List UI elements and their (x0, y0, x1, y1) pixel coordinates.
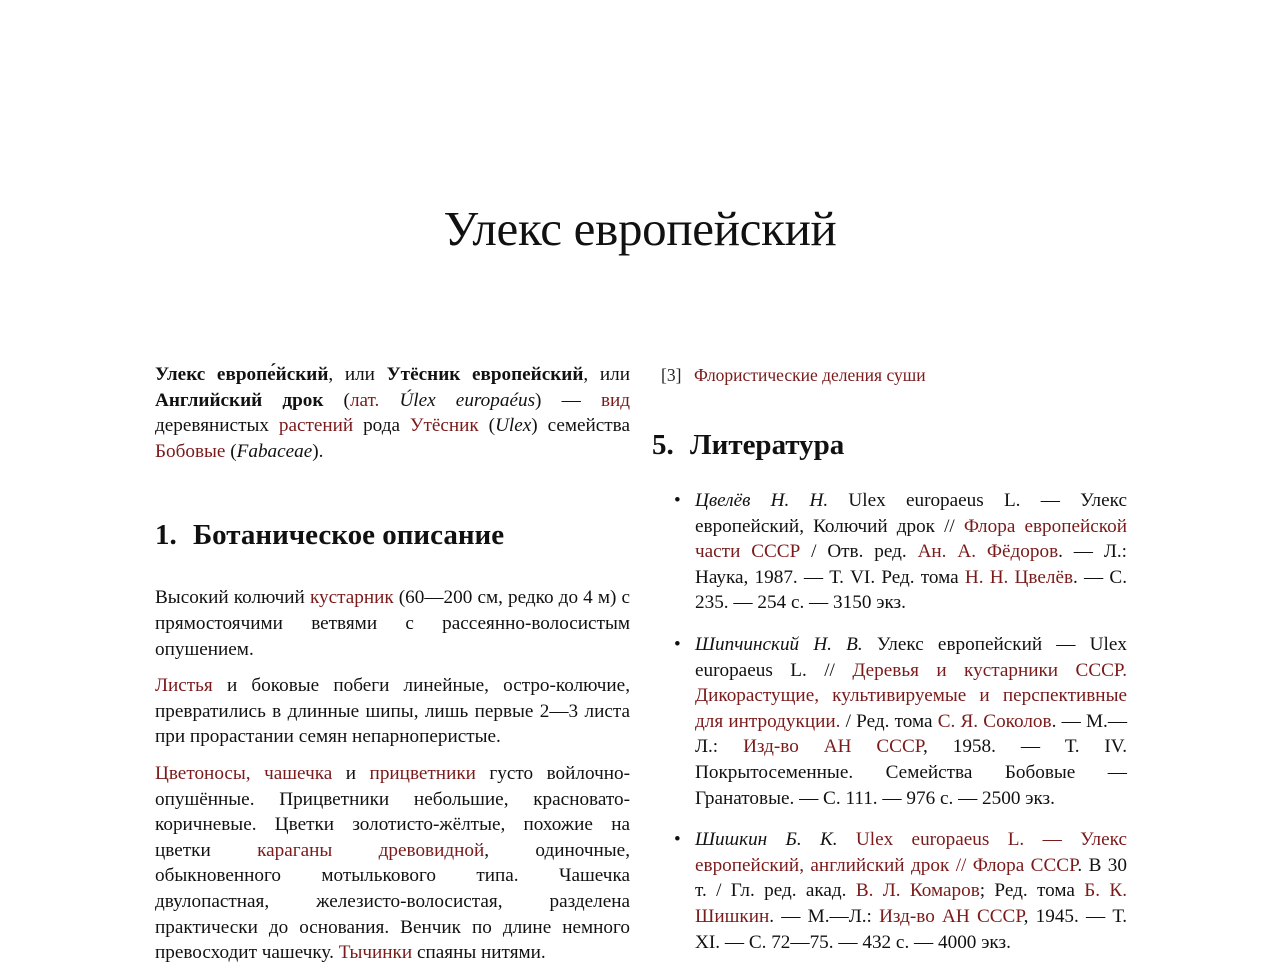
link-stamens[interactable]: Тычинки (338, 942, 413, 964)
text: и (332, 762, 370, 784)
text: ( (478, 415, 496, 437)
text: / Отв. ред. (800, 541, 918, 563)
text: деревянистых (155, 415, 279, 437)
text: ( (225, 440, 237, 462)
link-editor[interactable]: Ан. А. Фёдоров (917, 541, 1059, 563)
link-publisher[interactable]: Изд-во АН СССР (879, 905, 1024, 927)
text: , или (328, 364, 387, 385)
section-number: 1. (155, 519, 177, 552)
paragraph-leaves (155, 673, 630, 750)
link-leaves[interactable]: Листья (155, 675, 213, 697)
intro-paragraph (155, 362, 630, 464)
text: ) семейства (531, 415, 630, 437)
text: и боковые побеги линейные, остро-колючие, превратились в длинные шипы, лишь первые 2—3 листа при прорастании семян непарноперистые. (155, 675, 630, 748)
link-caragana[interactable]: караганы древовидной (257, 839, 485, 861)
text: , 1958. — Т. IV. Покрытосеменные. Семейства Бобовые — Гранатовые. — С. 111. — 976 с. — 2500 экз. (695, 736, 1127, 809)
list-item (652, 632, 1127, 811)
genus-latin: Ulex (495, 415, 532, 437)
text (379, 390, 399, 411)
link-book[interactable]: Флора европейской части СССР (695, 515, 1127, 563)
link-volume-editor[interactable]: С. Я. Соколов (937, 710, 1052, 732)
link-family[interactable]: Бобовые (155, 440, 226, 462)
right-column (652, 362, 1127, 971)
section-title: Литература (690, 429, 845, 461)
text: ) — (535, 389, 601, 411)
list-item (652, 827, 1127, 955)
text: . — М.—Л.: (769, 905, 880, 927)
section-title: Ботаническое описание (193, 519, 505, 552)
link-book[interactable]: Деревья и кустарники СССР. Дикорастущие, культивируемые и перспективные для интродукции. (695, 659, 1127, 732)
author: Цвелёв Н. Н. (695, 490, 829, 511)
list-item (652, 488, 1127, 616)
paragraph-description (155, 585, 630, 662)
footnote (652, 362, 1127, 388)
term-bold: Утёсник европейский (386, 364, 584, 385)
link-plants[interactable]: растений (278, 415, 354, 437)
link-genus[interactable]: Утёсник (409, 415, 479, 437)
section-heading-literature (652, 428, 1127, 462)
author: Шишкин Б. К. (695, 829, 838, 851)
footnote-number: [3] (661, 365, 682, 385)
text: . В 30 т. / Гл. ред. акад. (695, 854, 1127, 902)
link-shrub[interactable]: кустарник (309, 587, 394, 609)
text: , (245, 762, 265, 784)
link-volume-editor[interactable]: Б. К. Шишкин (695, 880, 1127, 927)
latin-name: Úlex europaéus (399, 389, 536, 411)
bullet-icon: • (674, 829, 681, 851)
text: ). (312, 440, 324, 462)
text: рода (353, 415, 410, 437)
link-calyx[interactable]: чашечка (264, 762, 333, 784)
text: , или (583, 364, 630, 385)
text: спаяны нитями. (412, 942, 546, 964)
left-column (155, 362, 630, 966)
bullet-icon: • (674, 633, 681, 655)
link-species[interactable]: вид (600, 389, 631, 411)
term-bold: Английский дрок (155, 389, 324, 411)
section-number: 5. (652, 429, 674, 461)
link-chief-editor[interactable]: В. Л. Комаров (855, 880, 980, 902)
link-latin[interactable]: лат. (349, 389, 380, 411)
text: . — Л.: Наука, 1987. — Т. VI. Ред. тома (695, 541, 1127, 588)
link-book[interactable]: Ulex europaeus L. — Улекс европейский, английский дрок // Флора СССР (695, 829, 1127, 876)
bullet-icon: • (674, 490, 681, 511)
text: Высокий колючий (155, 587, 310, 609)
author: Шипчинский Н. В. (695, 633, 863, 655)
text: густо войлочно-опушённые. Прицветники небольшие, красновато-коричневые. Цветки золотисто-жёлтые, похожие на цветки (155, 762, 630, 861)
link-publisher[interactable]: Изд-во АН СССР (743, 736, 924, 758)
text: / Ред. тома (840, 710, 938, 732)
text: ( (323, 389, 350, 411)
link-peduncles[interactable]: Цветоносы (155, 762, 246, 784)
paragraph-flowers (155, 761, 630, 966)
text: , 1945. — Т. XI. — С. 72—75. — 432 с. — 4000 экз. (695, 905, 1127, 953)
text: . — С. 235. — 254 с. — 3150 экз. (695, 566, 1127, 614)
footnote-link[interactable]: Флористические деления суши (694, 365, 926, 385)
link-bracts[interactable]: прицветники (369, 762, 476, 784)
text: Улекс европейский — Ulex europaeus L. // (695, 633, 1127, 681)
text: , одиночные, обыкновенного мотылькового типа. Чашечка двулопастная, железисто-волосистая, разделена практически до основания. Венчик по длине немного превосходит чашечку. (155, 839, 630, 964)
literature-list (652, 488, 1127, 955)
link-volume-editor[interactable]: Н. Н. Цвелёв (964, 566, 1074, 588)
term-bold: Улекс европе́йский (155, 364, 329, 385)
text: . — М.—Л.: (695, 710, 1128, 758)
text: (60—200 см, редко до 4 м) с прямостоячими ветвями с рассеянно-волосистым опушением. (155, 587, 631, 660)
page-title: Улекс европейский (443, 201, 837, 256)
text: ; Ред. тома (979, 880, 1085, 902)
text: Ulex europaeus L. — Улекс европейский, Колючий дрок // (695, 490, 1127, 537)
section-heading-botanical (155, 518, 630, 552)
family-latin: Fabaceae (236, 440, 313, 462)
text (838, 829, 856, 850)
